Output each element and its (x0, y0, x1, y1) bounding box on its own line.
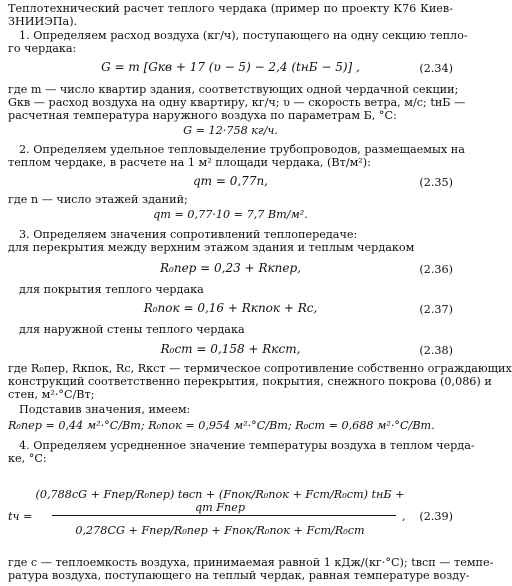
step1-line-2: го чердака: (8, 42, 77, 55)
equation-2-38: R₀ст = 0,158 + Rкст, (160, 342, 301, 356)
step3-substitution: Подставив значения, имеем: (19, 403, 191, 416)
step3-wall-label: для наружной стены теплого чердака (19, 323, 245, 336)
step3-line-1: 3. Определяем значения сопротивлений теплопередаче: (19, 228, 358, 241)
step1-definition-1: где m — число квартир здания, соответствующих одной чердачной секции; (8, 83, 459, 96)
equation-number-2-38: (2.38) (419, 344, 453, 357)
step3-definition-2: конструкций соответственно перекрытия, покрытия, снежного покрова (0,086) и (8, 375, 492, 388)
step1-definition-2: Gкв — расход воздуха на одну квартиру, кг/ч; υ — скорость ветра, м/с; tнБ — (8, 96, 466, 109)
equation-number-2-37: (2.37) (419, 303, 453, 316)
equation-2-39-fraction-bar (52, 515, 396, 516)
title-line-2: ЗНИИЭПа). (8, 15, 78, 28)
step3-roof-label: для покрытия теплого чердака (19, 283, 204, 296)
step3-definition-1: где R₀пер, Rкпок, Rc, Rкст — термическое сопротивление собственно ограждающих (8, 362, 512, 375)
step1-definition-3: расчетная температура наружного воздуха по параметрам Б, °С: (8, 109, 397, 122)
equation-2-39-denominator: 0,278CG + Fпер/R₀пер + Fпок/R₀пок + Fст/R₀ст (75, 524, 365, 537)
equation-number-2-36: (2.36) (419, 263, 453, 276)
step3-definition-3: стен, м²·°С/Вт; (8, 388, 95, 401)
step2-definition: где n — число этажей зданий; (8, 193, 188, 206)
step4-line-1: 4. Определяем усредненное значение температуры воздуха в теплом черда- (19, 439, 475, 452)
step4-definition-2: ратура воздуха, поступающего на теплый чердак, равная температуре возду- (8, 569, 470, 582)
equation-2-39-numerator: (0,788cG + Fпер/R₀пер) tвсп + (Fпок/R₀пок + Fст/R₀ст) tнБ + qт Fпер (35, 488, 405, 514)
equation-2-39-comma: , (402, 510, 406, 523)
equation-2-37: R₀пок = 0,16 + Rкпок + Rc, (143, 301, 318, 315)
step2-line-2: теплом чердаке, в расчете на 1 м² площади чердака, (Вт/м²): (8, 156, 371, 169)
equation-number-2-34: (2.34) (419, 62, 453, 75)
step3-values: R₀пер = 0,44 м²·°С/Вт; R₀пок = 0,954 м²·°С/Вт; R₀ст = 0,688 м²·°С/Вт. (8, 419, 435, 432)
equation-number-2-35: (2.35) (419, 176, 453, 189)
equation-2-35: qт = 0,77n, (192, 174, 268, 188)
step3-line-2: для перекрытия между верхним этажом здания и теплым чердаком (8, 241, 415, 254)
step2-result: qт = 0,77·10 = 7,7 Вт/м². (153, 208, 308, 221)
step4-definition-1: где c — теплоемкость воздуха, принимаемая равной 1 кДж/(кг·°С); tвсп — темпе- (8, 556, 494, 569)
equation-2-36: R₀пер = 0,23 + Rкпер, (160, 261, 301, 275)
step2-line-1: 2. Определяем удельное тепловыделение трубопроводов, размещаемых на (19, 143, 465, 156)
equation-2-34: G = m [Gкв + 17 (υ − 5) − 2,4 (tнБ − 5)] , (101, 60, 360, 74)
equation-2-39-lhs: tч = (8, 510, 33, 523)
title-line-1: Теплотехнический расчет теплого чердака (пример по проекту К76 Киев- (8, 2, 453, 15)
step1-line-1: 1. Определяем расход воздуха (кг/ч), поступающего на одну секцию тепло- (19, 29, 468, 42)
step4-line-2: ке, °С: (8, 452, 47, 465)
step1-result: G = 12·758 кг/ч. (183, 124, 278, 137)
equation-number-2-39: (2.39) (419, 510, 453, 523)
